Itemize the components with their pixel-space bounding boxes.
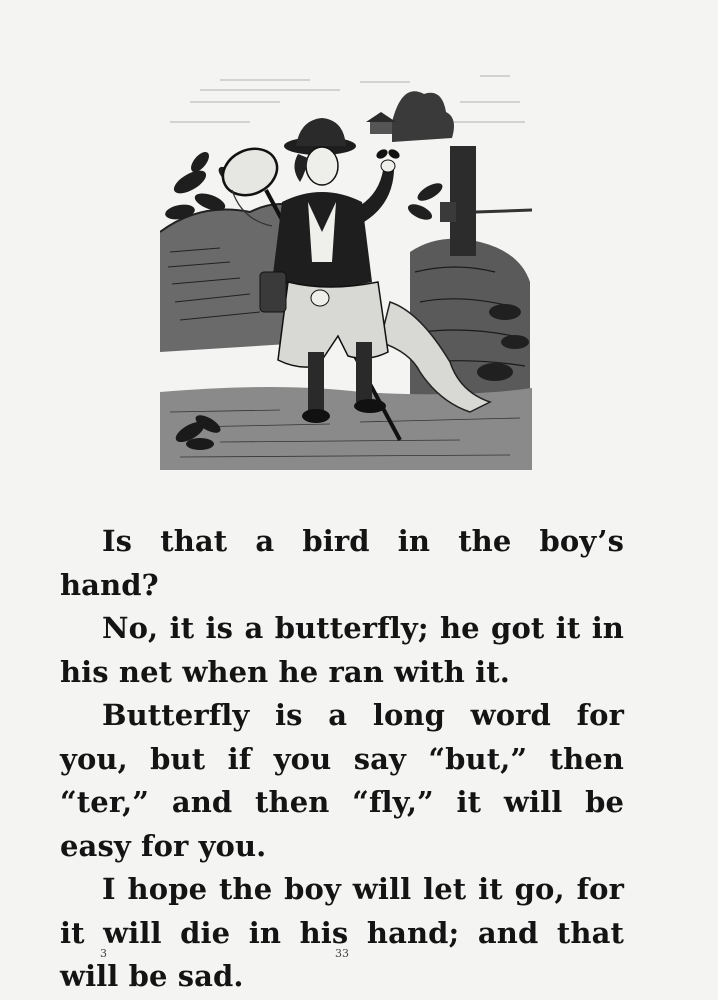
page-number: 33 [335,947,349,960]
paragraph-butterfly-answer: No, it is a butterfly; he got it in his net when he ran with it. [60,611,624,689]
signature-mark: 3 [100,947,107,960]
page-text [60,520,624,999]
paragraph-hope: I hope the boy will let it go, for it will die in his hand; and that will be sad. [60,872,624,993]
engraving-image [160,62,532,470]
engraving-boy-with-butterfly-net [160,62,532,470]
paragraph-question: Is that a bird in the boy’s hand? [60,524,624,602]
paragraph-spelling-lesson: Butterfly is a long word for you, but if you say “but,” then “ter,” and then “fly,” it will be easy for you. [60,698,624,863]
